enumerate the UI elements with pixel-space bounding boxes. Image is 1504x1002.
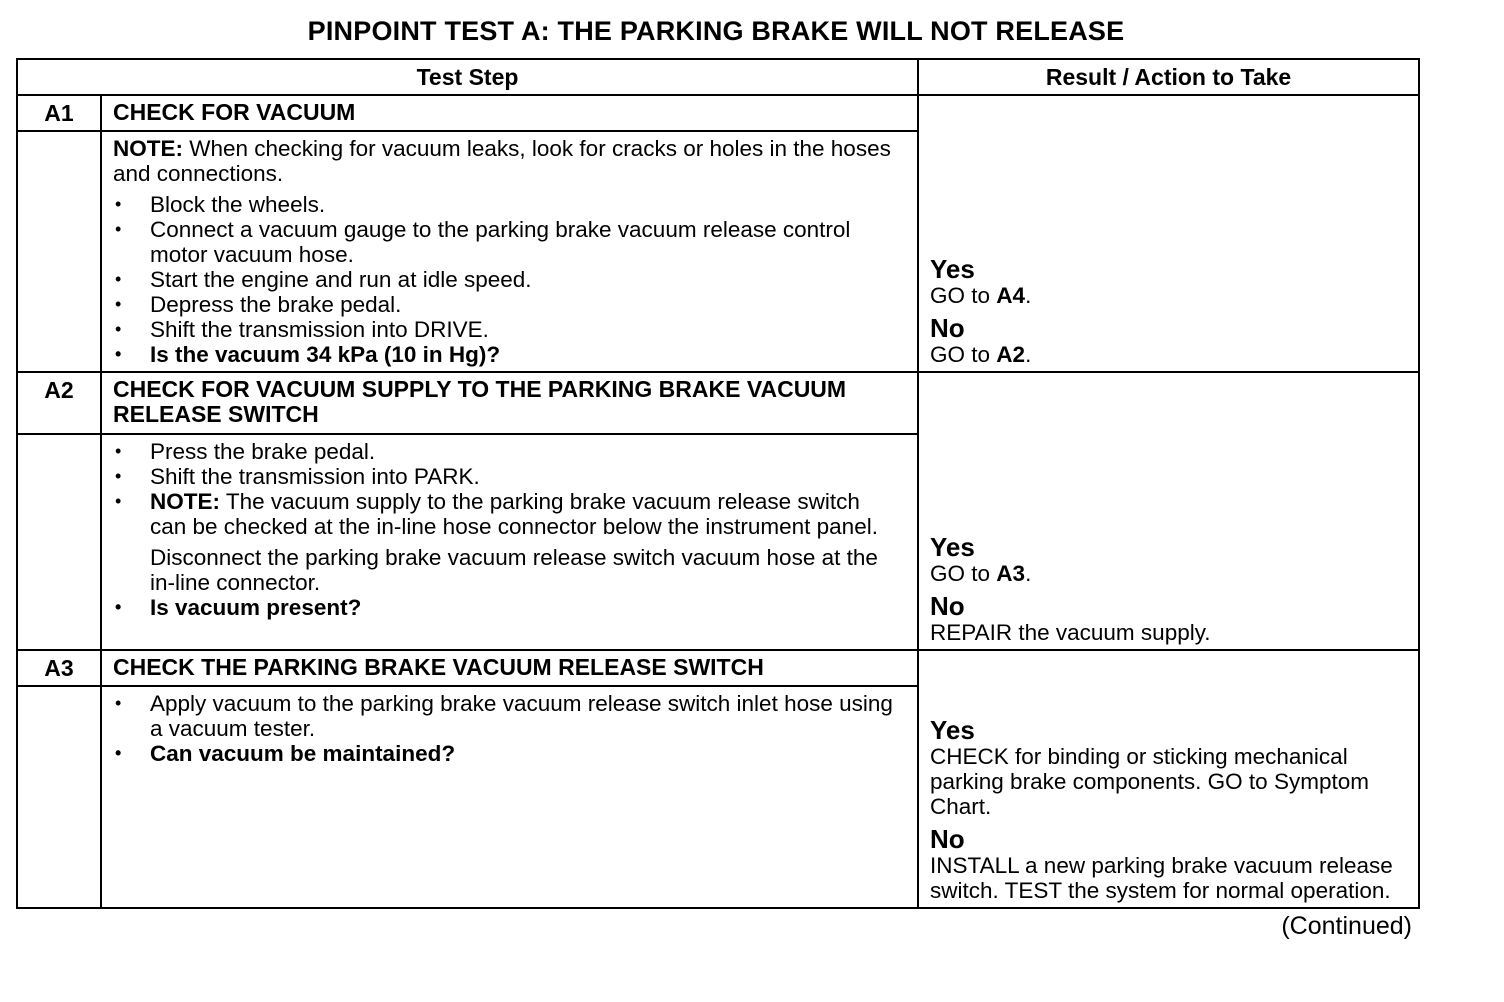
step-content (101, 434, 918, 650)
note-paragraph: NOTE: When checking for vacuum leaks, look for cracks or holes in the hoses and connections. (113, 136, 891, 186)
step-id: A1 (17, 95, 101, 131)
sub-paragraph: Disconnect the parking brake vacuum release switch vacuum hose at the in-line connector. (150, 545, 878, 595)
list-item: • Connect a vacuum gauge to the parking brake vacuum release control motor vacuum hose. (113, 217, 897, 267)
list-item: • Depress the brake pedal. (113, 292, 897, 317)
list-item-question: • Is the vacuum 34 kPa (10 in Hg)? (113, 342, 897, 367)
yes-action: CHECK for binding or sticking mechanical parking brake components. GO to Symptom Chart. (930, 744, 1369, 819)
bullet-list (113, 439, 897, 539)
bullet-list (113, 192, 897, 367)
step-title: CHECK FOR VACUUM SUPPLY TO THE PARKING BRAKE VACUUM RELEASE SWITCH (101, 372, 918, 434)
step-id: A2 (17, 372, 101, 434)
step-a1-title-row (17, 95, 1419, 131)
step-id-blank (17, 131, 101, 372)
list-item: • Block the wheels. (113, 192, 897, 217)
header-result: Result / Action to Take (918, 59, 1419, 95)
continued-label: (Continued) (1281, 912, 1412, 940)
no-action: REPAIR the vacuum supply. (930, 620, 1211, 645)
list-item: • Shift the transmission into PARK. (113, 464, 897, 489)
step-a3-result (918, 650, 1419, 908)
step-title: CHECK FOR VACUUM (101, 95, 918, 131)
bullet-list (113, 691, 897, 766)
no-action: GO to A2. (930, 342, 1032, 367)
step-title: CHECK THE PARKING BRAKE VACUUM RELEASE SWITCH (101, 650, 918, 686)
list-item-question: • Is vacuum present? (113, 595, 897, 620)
list-item: • Apply vacuum to the parking brake vacuum release switch inlet hose using a vacuum tester. (113, 691, 897, 741)
step-a1-result (918, 95, 1419, 372)
header-test-step: Test Step (17, 59, 918, 95)
list-item: • Shift the transmission into DRIVE. (113, 317, 897, 342)
page-title: PINPOINT TEST A: THE PARKING BRAKE WILL NOT RELEASE (307, 16, 1125, 46)
yes-action: GO to A4. (930, 283, 1032, 308)
yes-label: Yes (930, 532, 975, 562)
yes-label: Yes (930, 715, 975, 745)
bullet-list (113, 595, 897, 620)
step-content (101, 686, 918, 908)
no-label: No (930, 824, 965, 854)
step-a2-title-row (17, 372, 1419, 434)
pinpoint-test-table (16, 58, 1420, 909)
table-header-row (17, 59, 1419, 95)
list-item: • Press the brake pedal. (113, 439, 897, 464)
step-a2-result (918, 372, 1419, 650)
step-id-blank (17, 686, 101, 908)
list-item-question: • Can vacuum be maintained? (113, 741, 897, 766)
step-id: A3 (17, 650, 101, 686)
no-label: No (930, 591, 965, 621)
yes-action: GO to A3. (930, 561, 1032, 586)
list-item: • Start the engine and run at idle speed. (113, 267, 897, 292)
no-label: No (930, 313, 965, 343)
step-id-blank (17, 434, 101, 650)
step-content (101, 131, 918, 372)
yes-label: Yes (930, 254, 975, 284)
list-item-note: • NOTE: The vacuum supply to the parking brake vacuum release switch can be checked at the in-line hose connector below the instrument panel. (113, 489, 897, 539)
step-a3-title-row (17, 650, 1419, 686)
no-action: INSTALL a new parking brake vacuum release switch. TEST the system for normal operation. (930, 853, 1393, 903)
